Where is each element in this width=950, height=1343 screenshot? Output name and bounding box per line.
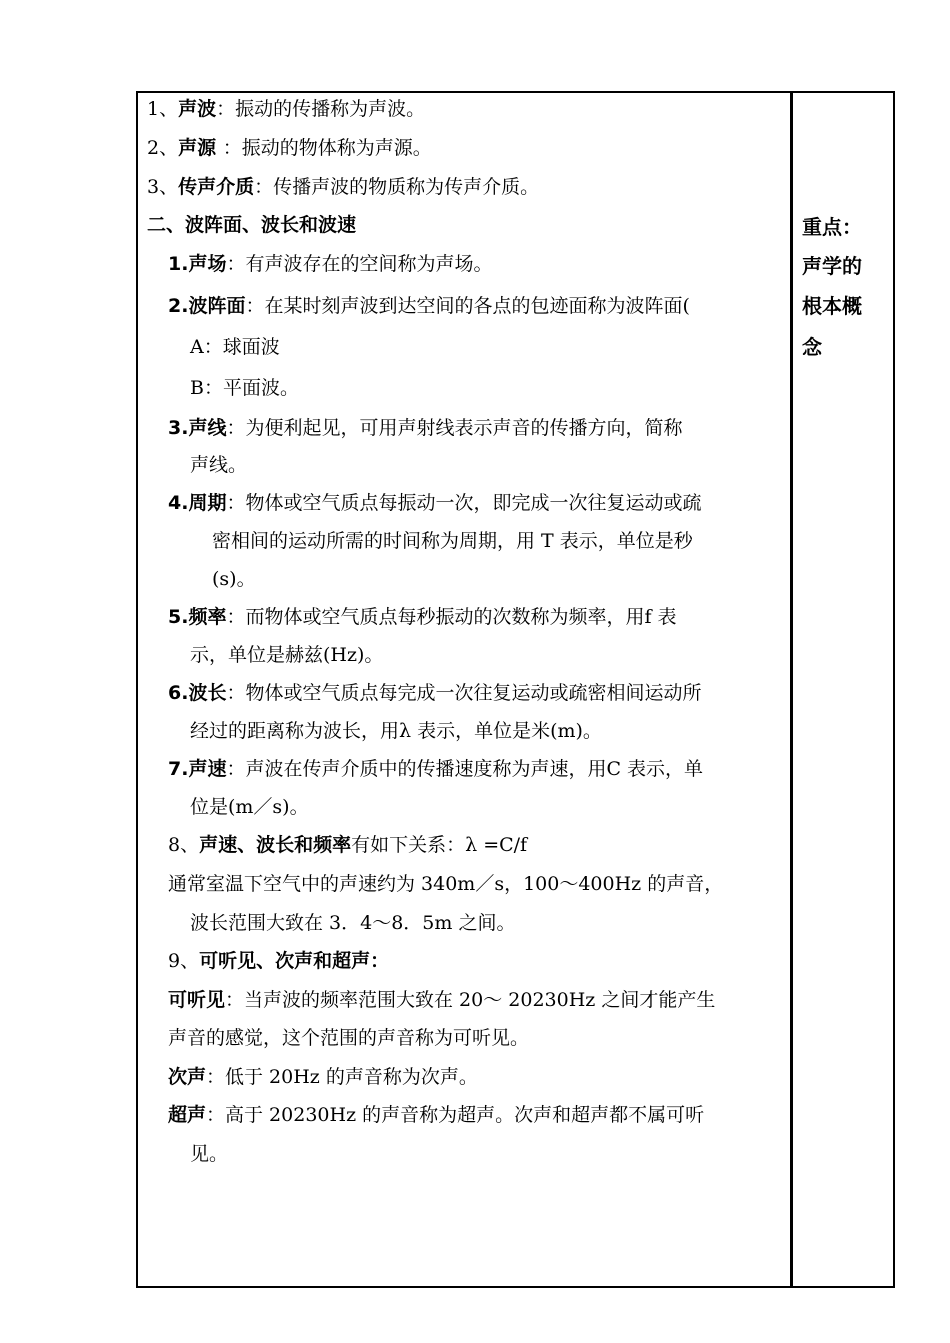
text-line bbox=[190, 642, 383, 668]
bold-term: 1.声场 bbox=[168, 253, 227, 275]
line-text: A：球面波 bbox=[190, 336, 280, 358]
bold-term: 声源 bbox=[178, 137, 223, 159]
text-line bbox=[190, 452, 247, 478]
line-text: ：而物体或空气质点每秒振动的次数称为频率，用f 表 bbox=[226, 606, 677, 628]
line-text: ：声波在传声介质中的传播速度称为声速，用C 表示，单 bbox=[226, 758, 704, 780]
side-note-line: 重点： bbox=[802, 215, 862, 239]
line-text: B：平面波。 bbox=[190, 377, 299, 399]
text-line bbox=[212, 566, 256, 592]
line-text: 经过的距离称为波长，用λ 表示，单位是米(m)。 bbox=[190, 720, 602, 742]
bold-term: 次声 bbox=[168, 1066, 207, 1088]
text-line bbox=[168, 1025, 529, 1051]
side-note-line: 根本概 bbox=[802, 294, 862, 318]
text-line bbox=[147, 96, 425, 122]
line-text: ：有声波存在的空间称为声场。 bbox=[226, 253, 493, 275]
text-line bbox=[168, 987, 715, 1013]
line-text: ：振动的物体称为声源。 bbox=[222, 137, 432, 159]
text-line bbox=[168, 832, 527, 858]
item-number: 9、 bbox=[168, 950, 200, 972]
line-text: ：当声波的频率范围大致在 20～ 20230Hz 之间才能产生 bbox=[225, 989, 716, 1011]
bold-term: 声速、波长和频率 bbox=[199, 834, 352, 856]
bold-term: 二、波阵面、波长和波速 bbox=[147, 214, 357, 236]
text-line bbox=[168, 293, 690, 319]
text-line bbox=[168, 251, 492, 277]
bold-term: 可听见 bbox=[168, 989, 226, 1011]
bold-term: 传声介质 bbox=[178, 176, 255, 198]
text-line bbox=[147, 135, 432, 161]
line-text: 示，单位是赫兹(Hz)。 bbox=[190, 644, 384, 666]
bold-term: 2.波阵面 bbox=[168, 295, 246, 317]
text-line bbox=[147, 212, 356, 238]
line-text: ：传播声波的物质称为传声介质。 bbox=[254, 176, 540, 198]
line-text: ：物体或空气质点每完成一次往复运动或疏密相间运动所 bbox=[226, 682, 702, 704]
line-text: 声线。 bbox=[190, 454, 248, 476]
line-text: 见。 bbox=[190, 1143, 229, 1165]
line-text: ：振动的传播称为声波。 bbox=[216, 98, 426, 120]
line-text: (s)。 bbox=[212, 568, 256, 590]
text-line bbox=[168, 415, 682, 441]
text-line bbox=[168, 948, 389, 974]
line-text: ：高于 20230Hz 的声音称为超声。次声和超声都不属可听 bbox=[206, 1104, 705, 1126]
column-divider bbox=[790, 91, 793, 1288]
item-number: 1、 bbox=[147, 98, 179, 120]
line-text: ：在某时刻声波到达空间的各点的包迹面称为波阵面( bbox=[245, 295, 690, 317]
line-text: ：低于 20Hz 的声音称为次声。 bbox=[206, 1066, 478, 1088]
side-note-line: 声学的 bbox=[802, 254, 862, 278]
line-text: 波长范围大致在 3．4～8．5m 之间。 bbox=[190, 912, 516, 934]
text-line bbox=[190, 375, 299, 401]
line-text: ：物体或空气质点每振动一次，即完成一次往复运动或疏 bbox=[226, 492, 702, 514]
line-text: 位是(m／s)。 bbox=[190, 796, 309, 818]
line-text: 声音的感觉，这个范围的声音称为可听见。 bbox=[168, 1027, 530, 1049]
bold-term: 6.波长 bbox=[168, 682, 227, 704]
text-line bbox=[168, 680, 701, 706]
side-note-line: 念 bbox=[802, 335, 822, 359]
item-number: 8、 bbox=[168, 834, 200, 856]
text-line bbox=[168, 756, 703, 782]
line-text: ：为便利起见，可用声射线表示声音的传播方向，简称 bbox=[226, 417, 683, 439]
bold-term: 3.声线 bbox=[168, 417, 227, 439]
text-line bbox=[168, 871, 723, 897]
text-line bbox=[212, 528, 693, 554]
text-line bbox=[168, 1102, 704, 1128]
text-line bbox=[168, 1064, 478, 1090]
text-line bbox=[168, 490, 701, 516]
text-line bbox=[190, 718, 602, 744]
text-line bbox=[190, 910, 515, 936]
bold-term: 7.声速 bbox=[168, 758, 227, 780]
bold-term: 超声 bbox=[168, 1104, 207, 1126]
line-text: 有如下关系：λ =C/f bbox=[351, 834, 528, 856]
text-line bbox=[168, 604, 677, 630]
text-line bbox=[147, 174, 539, 200]
item-number: 3、 bbox=[147, 176, 179, 198]
line-text: 通常室温下空气中的声速约为 340m／s，100～400Hz 的声音， bbox=[168, 873, 724, 895]
bold-term: 可听见、次声和超声： bbox=[199, 950, 390, 972]
text-line bbox=[190, 1141, 228, 1167]
text-line bbox=[190, 334, 280, 360]
text-line bbox=[190, 794, 309, 820]
bold-term: 声波 bbox=[178, 98, 217, 120]
bold-term: 4.周期 bbox=[168, 492, 227, 514]
line-text: 密相间的运动所需的时间称为周期，用 T 表示，单位是秒 bbox=[212, 530, 693, 552]
bold-term: 5.频率 bbox=[168, 606, 227, 628]
item-number: 2、 bbox=[147, 137, 179, 159]
